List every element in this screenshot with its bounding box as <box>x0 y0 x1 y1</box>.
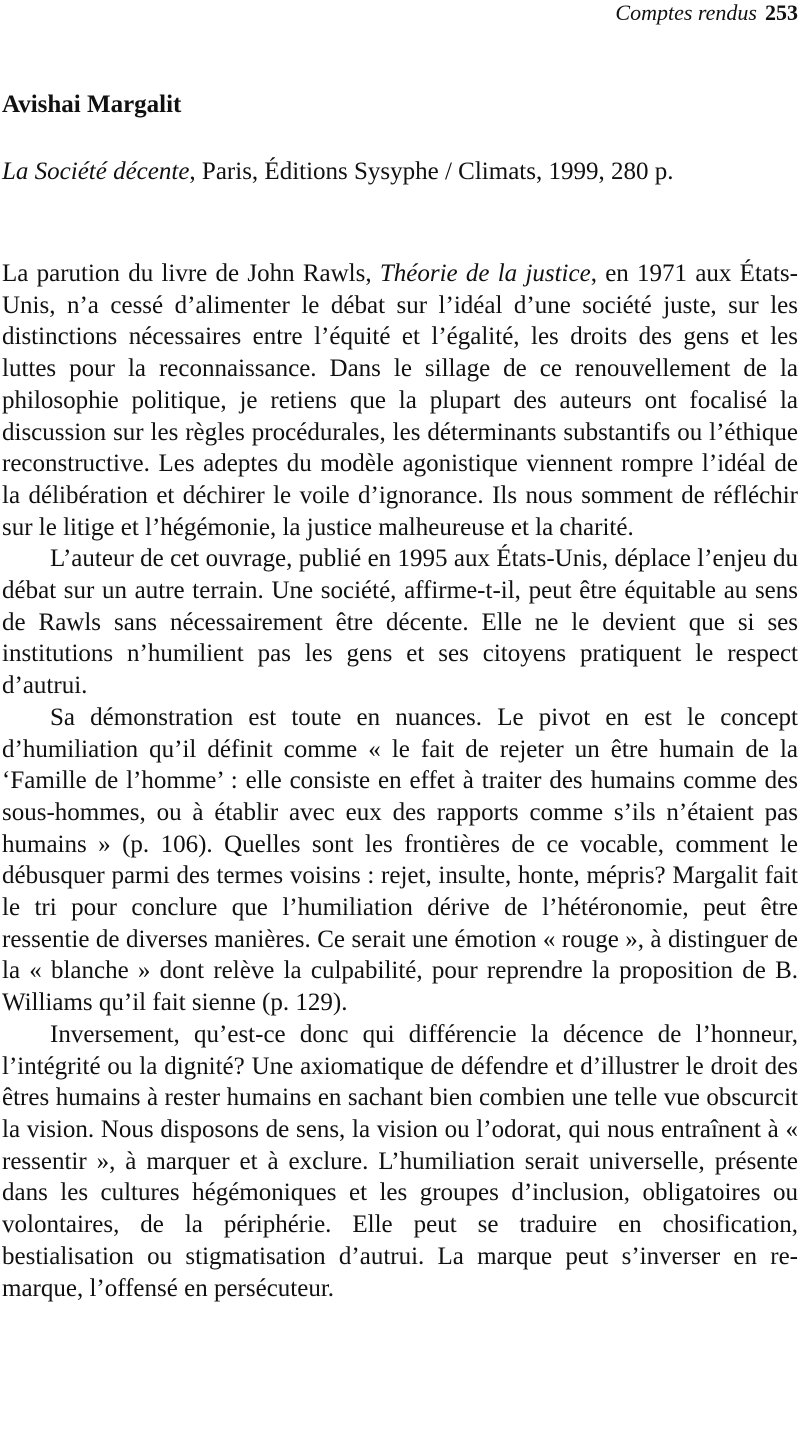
paragraph-1-start: La parution du livre de John Rawls, <box>2 260 380 287</box>
book-citation <box>2 157 673 187</box>
paragraph-4: Inversement, qu’est-ce donc qui différencie la décence de l’honneur, l’intégrité ou la dignité? Une axiomatique de défendre et d’illustrer le droit des êtres humains à rester humains en sachant bien combien une telle vue obscurcit la vision. Nous disposons de sens, la vision ou l’odorat, qui nous entraînent à « ressentir », à marquer et à exclure. L’humiliation serait universelle, présente dans les cultures hégémoniques et les groupes d’inclusion, obligatoires ou volontaires, de la périphérie. Elle peut se traduire en chosification, bestialisation ou stigmatisation d’autrui. La marque peut s’inverser en re-marque, l’offensé en persécuteur. <box>2 1020 798 1302</box>
review-body <box>2 258 798 1304</box>
paragraph-1 <box>2 258 798 543</box>
page-number: 253 <box>765 0 798 25</box>
publication-details: , Paris, Éditions Sysyphe / Climats, 1999, 280 p. <box>189 158 674 185</box>
paragraph-1-rest: , en 1971 aux États-Unis, n’a cessé d’alimenter le débat sur l’idéal d’une société juste, sur les distinctions nécessaires entre l’équité et l’égalité, les droits des gens et les luttes pour la reconnaissance. Dans le sillage de ce renouvellement de la philosophie politique, je retiens que la plupart des auteurs ont focalisé la discussion sur les règles procédurales, les déterminants substantifs ou l’éthique reconstructive. Les adeptes du modèle agonistique viennent rompre l’idéal de la délibération et déchirer le voile d’ignorance. Ils nous somment de réfléchir sur le litige et l’hégémonie, la justice malheureuse et la charité. <box>2 260 798 541</box>
book-title: La Société décente <box>2 158 190 185</box>
cited-work-title: Théorie de la justice <box>379 260 591 287</box>
paragraph-2: L’auteur de cet ouvrage, publié en 1995 aux États-Unis, déplace l’enjeu du débat sur un autre terrain. Une société, affirme-t-il, peut être équitable au sens de Rawls sans nécessairement être décente. Elle ne le devient que si ses institutions n’humilient pas les gens et ses citoyens pratiquent le respect d’autrui. <box>2 545 798 700</box>
paragraph-3: Sa démonstration est toute en nuances. Le pivot en est le concept d’humiliation qu’il définit comme « le fait de rejeter un être humain de la ‘Famille de l’homme’ : elle consiste en effet à traiter des humains comme des sous-hommes, ou à établir avec eux des rapports comme s’ils n’étaient pas humains » (p. 106). Quelles sont les frontières de ce vocable, comment le débusquer parmi des termes voisins : rejet, insulte, honte, mépris? Margalit fait le tri pour conclure que l’humiliation dérive de l’hétéronomie, peut être ressentie de diverses manières. Ce serait une émotion « rouge », à distinguer de la « blanche » dont relève la culpabilité, pour reprendre la proposition de B. Williams qu’il fait sienne (p. 129). <box>2 703 798 1017</box>
running-header <box>615 0 798 26</box>
review-author: Avishai Margalit <box>2 91 182 118</box>
section-title: Comptes rendus <box>615 0 757 25</box>
